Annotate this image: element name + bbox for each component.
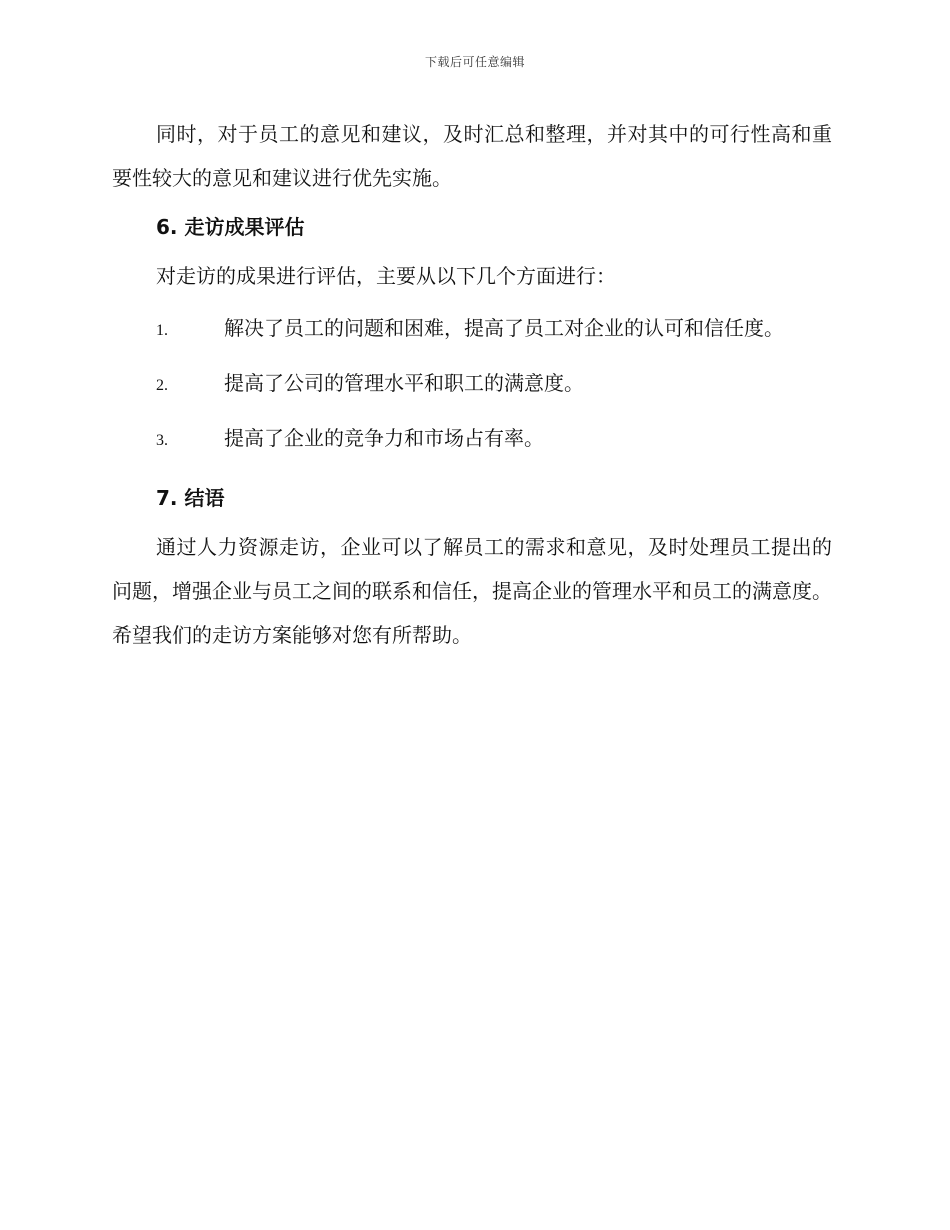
list-item-number: 1. bbox=[156, 322, 168, 339]
section-7-heading: 7. 结语 bbox=[156, 486, 225, 510]
page-header: 下载后可任意编辑 bbox=[424, 55, 525, 69]
list-item-text: 提高了公司的管理水平和职工的满意度。 bbox=[224, 371, 584, 395]
list-item-number: 2. bbox=[156, 377, 168, 394]
list-item-number: 3. bbox=[156, 432, 168, 449]
section-6-lead: 对走访的成果进行评估，主要从以下几个方面进行： bbox=[156, 264, 616, 288]
evaluation-list bbox=[112, 306, 832, 471]
intro-paragraph: 同时，对于员工的意见和建议，及时汇总和整理，并对其中的可行性高和重要性较大的意见和建议进行优先实施。 bbox=[112, 122, 832, 190]
section-6-heading: 6. 走访成果评估 bbox=[156, 215, 305, 239]
document-body bbox=[112, 112, 832, 657]
list-item-text: 解决了员工的问题和困难，提高了员工对企业的认可和信任度。 bbox=[224, 316, 784, 340]
list-item bbox=[112, 416, 832, 471]
list-item-text: 提高了企业的竞争力和市场占有率。 bbox=[224, 426, 544, 450]
list-item bbox=[112, 306, 832, 361]
section-7-paragraph: 通过人力资源走访，企业可以了解员工的需求和意见，及时处理员工提出的问题，增强企业与员工之间的联系和信任，提高企业的管理水平和员工的满意度。希望我们的走访方案能够对您有所帮助。 bbox=[112, 535, 832, 647]
list-item bbox=[112, 361, 832, 416]
